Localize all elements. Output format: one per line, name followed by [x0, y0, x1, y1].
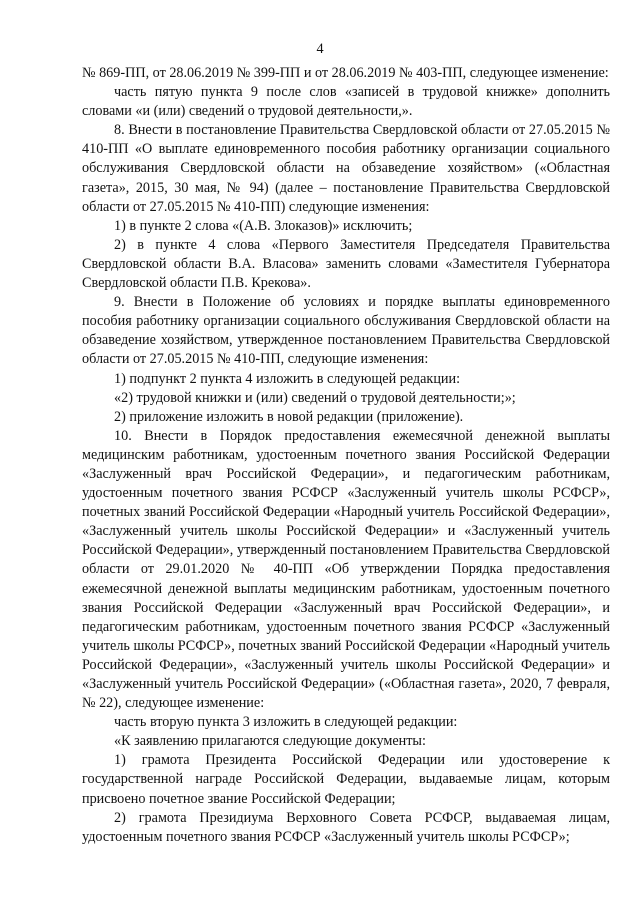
paragraph: «К заявлению прилагаются следующие документы:: [114, 733, 426, 750]
paragraph: 1) подпункт 2 пункта 4 изложить в следующей редакции:: [114, 370, 461, 387]
paragraph: 1) грамота Президента Российской Федерации или удостоверение к государственной награде Российской Федерации, выдаваемые лицам, которым присвоено почетное звание Российской Федерации;: [82, 752, 610, 807]
paragraph: «2) трудовой книжки и (или) сведений о трудовой деятельности;»;: [114, 389, 516, 406]
paragraph: 9. Внести в Положение об условиях и порядке выплаты единовременного пособия работнику организации социального обслуживания Свердловской области на обзаведение хозяйством, утвержденное постановлением Правительства Свердловской области от 27.05.2015 № 410-ПП, следующие изменения:: [82, 294, 610, 368]
paragraph: 2) грамота Президиума Верховного Совета РСФСР, выдаваемая лицам, удостоенным почетного звания РСФСР «Заслуженный учитель школы РСФСР»;: [82, 809, 610, 845]
paragraph: часть пятую пункта 9 после слов «записей в трудовой книжке» дополнить словами «и (или) сведений о трудовой деятельности,».: [82, 84, 610, 120]
paragraph: часть вторую пункта 3 изложить в следующей редакции:: [114, 714, 458, 731]
paragraph: № 869-ПП, от 28.06.2019 № 399-ПП и от 28.06.2019 № 403-ПП, следующее изменение:: [82, 65, 609, 81]
paragraph: 1) в пункте 2 слова «(А.В. Злоказов)» исключить;: [114, 217, 413, 234]
paragraph: 8. Внести в постановление Правительства Свердловской области от 27.05.2015 № 410-ПП «О выплате единовременного пособия работнику организации социального обслуживания Свердловской области на обзаведение хозяйством» («Областная газета», 2015, 30 мая, № 94) (далее – постановление Правительства Свердловской области от 27.05.2015 № 410-ПП) следующие изменения:: [82, 122, 610, 215]
document-body: [82, 64, 610, 847]
paragraph: 2) приложение изложить в новой редакции (приложение).: [114, 408, 464, 425]
page-number: 4: [316, 41, 324, 57]
paragraph: 10. Внести в Порядок предоставления ежемесячной денежной выплаты медицинским работникам, удостоенным почетного звания Российской Федерации «Заслуженный врач Российской Федерации», и педагогическим работникам, удостоенным почетного звания РСФСР «Заслуженный учитель школы РСФСР», почетных званий Российской Федерации «Народный учитель Российской Федерации», «Заслуженный учитель школы Российской Федерации» и «Заслуженный учитель Российской Федерации», утвержденный постановлением Правительства Свердловской области от 29.01.2020 № 40-ПП «Об утверждении Порядка предоставления ежемесячной денежной выплаты медицинским работникам, удостоенным почетного звания Российской Федерации «Заслуженный врач Российской Федерации», и педагогическим работникам, удостоенным почетного звания РСФСР «Заслуженный учитель школы РСФСР», почетных званий Российской Федерации «Народный учитель Российской Федерации», «Заслуженный учитель школы Российской Федерации» и «Заслуженный учитель Российской Федерации» («Областная газета», 2020, 7 февраля, № 22), следующее изменение:: [82, 427, 610, 712]
paragraph: 2) в пункте 4 слова «Первого Заместителя Председателя Правительства Свердловской области В.А. Власова» заменить словами «Заместителя Губернатора Свердловской области П.В. Крекова».: [82, 236, 610, 292]
